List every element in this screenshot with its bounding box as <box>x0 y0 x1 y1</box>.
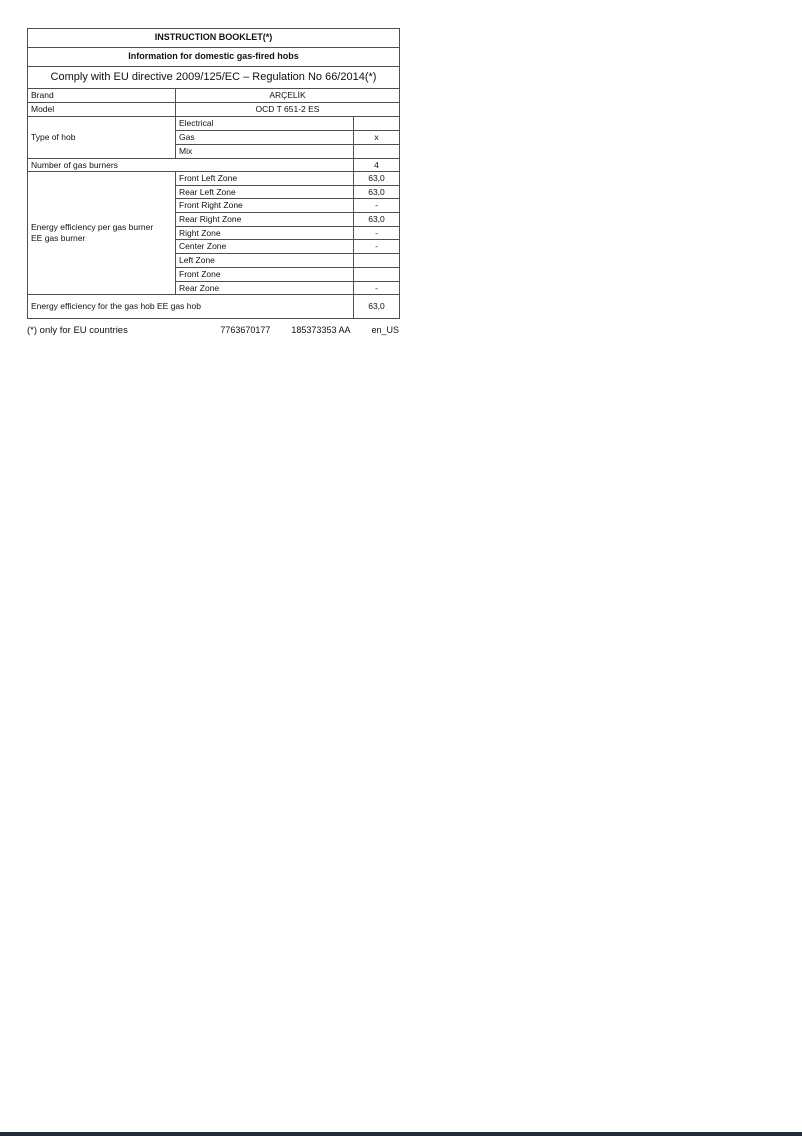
brand-label: Brand <box>28 89 176 103</box>
zone-name: Rear Left Zone <box>176 185 354 199</box>
zone-name: Rear Zone <box>176 281 354 295</box>
hob-efficiency-row <box>28 295 400 319</box>
model-row <box>28 103 400 117</box>
brand-value: ARÇELİK <box>176 89 400 103</box>
model-value: OCD T 651-2 ES <box>176 103 400 117</box>
zone-name: Center Zone <box>176 240 354 254</box>
type-value <box>354 145 400 159</box>
brand-row <box>28 89 400 103</box>
model-label: Model <box>28 103 176 117</box>
type-name: Electrical <box>176 117 354 131</box>
table-title-row <box>28 29 400 48</box>
zone-value: - <box>354 199 400 213</box>
footer-locale: en_US <box>371 325 399 335</box>
type-name: Mix <box>176 145 354 159</box>
zone-value: - <box>354 281 400 295</box>
zone-value <box>354 267 400 281</box>
bottom-edge-bar <box>0 1132 802 1136</box>
zone-value: 63,0 <box>354 185 400 199</box>
hob-efficiency-label: Energy efficiency for the gas hob EE gas hob <box>28 295 354 319</box>
burners-label: Number of gas burners <box>28 159 354 172</box>
table-subtitle: Information for domestic gas-fired hobs <box>28 48 400 67</box>
burners-value: 4 <box>354 159 400 172</box>
type-name: Gas <box>176 131 354 145</box>
table-title: INSTRUCTION BOOKLET(*) <box>28 29 400 48</box>
footer-part-number: 185373353 AA <box>291 325 351 335</box>
efficiency-label-line2: EE gas burner <box>31 233 86 244</box>
zone-name: Front Left Zone <box>176 172 354 186</box>
efficiency-zone-row <box>28 172 400 186</box>
zone-name: Rear Right Zone <box>176 213 354 227</box>
zone-value: - <box>354 226 400 240</box>
zone-value: 63,0 <box>354 172 400 186</box>
zone-name: Left Zone <box>176 254 354 268</box>
hob-efficiency-value: 63,0 <box>354 295 400 319</box>
footer-line <box>27 325 399 336</box>
zone-name: Front Right Zone <box>176 199 354 213</box>
zone-name: Front Zone <box>176 267 354 281</box>
type-of-hob-label: Type of hob <box>28 117 176 159</box>
table-subtitle-row <box>28 48 400 67</box>
type-value: x <box>354 131 400 145</box>
zone-value <box>354 254 400 268</box>
zone-name: Right Zone <box>176 226 354 240</box>
footer-document-codes <box>220 325 399 335</box>
footer-doc-number: 7763670177 <box>220 325 271 335</box>
burners-row <box>28 159 400 172</box>
compliance-row <box>28 67 400 89</box>
hob-spec-table <box>27 28 400 319</box>
efficiency-label <box>28 172 176 295</box>
compliance-statement: Comply with EU directive 2009/125/EC – Regulation No 66/2014(*) <box>28 67 400 89</box>
zone-value: - <box>354 240 400 254</box>
type-value <box>354 117 400 131</box>
footer-note: (*) only for EU countries <box>27 325 128 336</box>
zone-value: 63,0 <box>354 213 400 227</box>
type-row-electrical <box>28 117 400 131</box>
efficiency-label-line1: Energy efficiency per gas burner <box>31 222 154 233</box>
